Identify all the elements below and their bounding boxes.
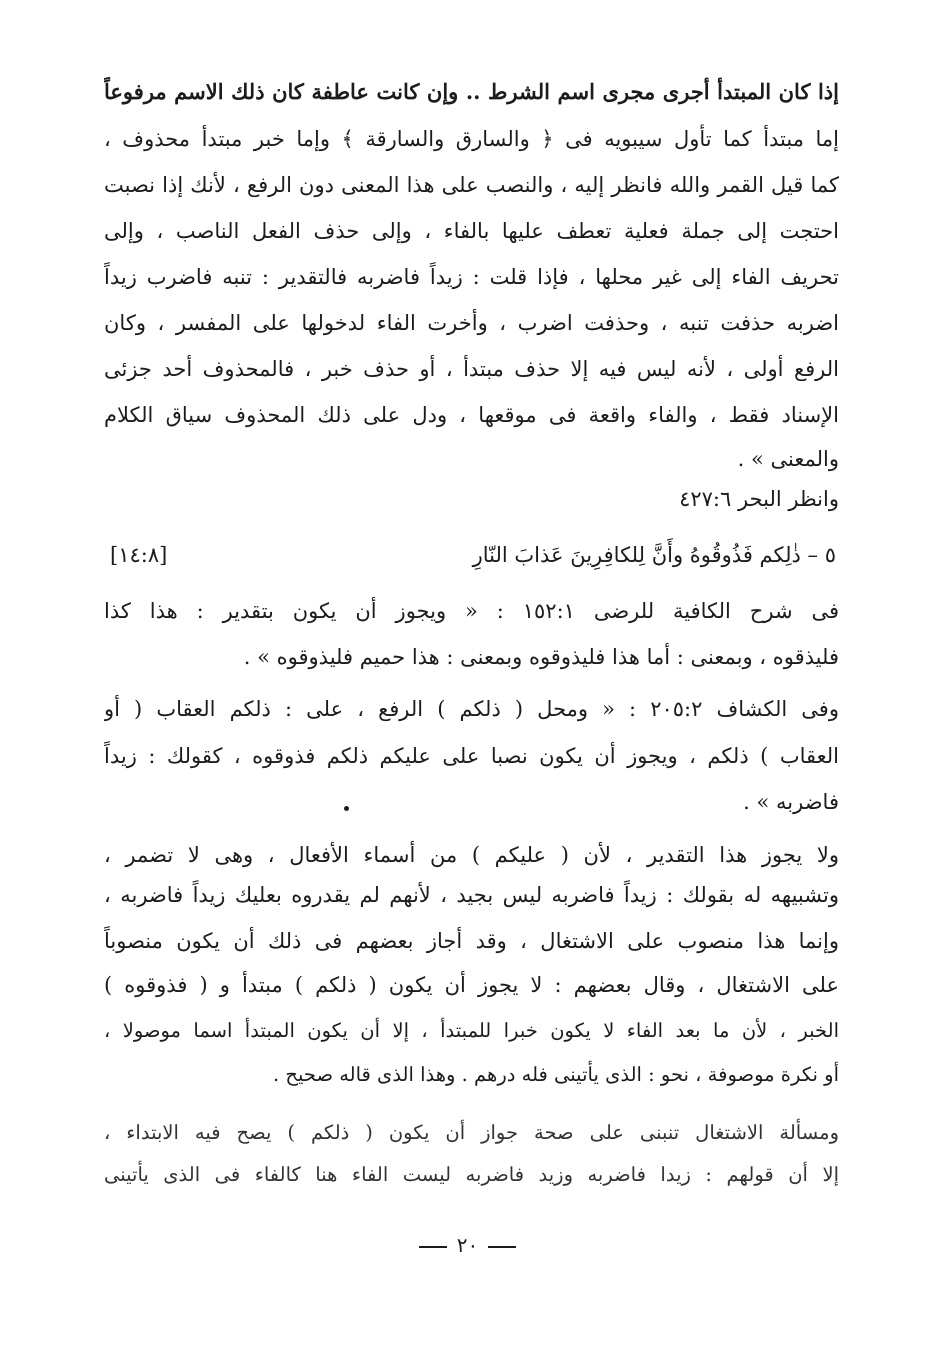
quran-verse	[110, 538, 836, 572]
page-number-text: ٢٠	[456, 1233, 479, 1257]
text-line: وتشبيهه له بقولك : زيداً فاضربه ليس بجيد ، لأنهم لم يقدروه بعليك زيداً فاضربه ،	[104, 883, 839, 907]
text-line: فاضربه » .	[743, 790, 839, 814]
ink-dot	[344, 806, 349, 811]
text-line: الإسناد فقط ، والفاء واقعة فى موقعها ، ودل على ذلك المحذوف سياق الكلام	[104, 403, 839, 427]
text-line: والمعنى » .	[737, 447, 839, 471]
text-line: تحريف الفاء إلى غير محلها ، فإذا قلت : زيداً فاضربه فالتقدير : تنبه فاضرب زيداً	[104, 265, 839, 289]
text-line: أو نكرة موصوفة ، نحو : الذى يأتينى فله درهم . وهذا الذى قاله صحيح .	[272, 1063, 839, 1086]
folio-dash-right	[488, 1246, 516, 1248]
source-reference-line: وانظر البحر ٤٢٧:٦	[679, 487, 839, 511]
page-number	[0, 1232, 935, 1258]
text-line: ومسألة الاشتغال تنبنى على صحة جواز أن يكون ( ذلكم ) يصح فيه الابتداء ،	[104, 1121, 839, 1144]
text-line: وفى الكشاف ٢٠٥:٢ : « ومحل ( ذلكم ) الرفع ، على : ذلكم العقاب ( أو	[104, 697, 839, 721]
text-line: إما مبتدأ كما تأول سيبويه فى ﴿ والسارق والسارقة ﴾ وإما خبر مبتدأ محذوف ،	[104, 127, 839, 151]
text-line: كما قيل القمر والله فانظر إليه ، والنصب على هذا المعنى دون الرفع ، لأنك إذا نصبت	[104, 173, 839, 197]
text-line: فليذقوه ، وبمعنى : أما هذا فليذوقوه وبمعنى : هذا حميم فليذوقوه » .	[243, 645, 839, 669]
text-line: وإنما هذا منصوب على الاشتغال ، وقد أجاز بعضهم فى ذلك أن يكون منصوباً	[104, 929, 839, 953]
text-line: احتجت إلى جملة فعلية تعطف عليها بالفاء ، وإلى حذف الفعل الناصب ، وإلى	[104, 219, 839, 243]
verse-reference: [١٤:٨]	[110, 543, 168, 567]
text-line: ولا يجوز هذا التقدير ، لأن ( عليكم ) من أسماء الأفعال ، وهى لا تضمر ،	[104, 843, 839, 867]
text-line: على الاشتغال ، وقال بعضهم : لا يجوز أن يكون ( ذلكم ) مبتدأ و ( فذوقوه )	[104, 973, 839, 997]
text-line: الخبر ، لأن ما بعد الفاء لا يكون خبرا للمبتدأ ، إلا أن يكون المبتدأ اسما موصولا ،	[104, 1019, 839, 1042]
text-line: إلا أن قولهم : زيدا فاضربه وزيد فاضربه ليست الفاء هنا كالفاء فى الذى يأتينى	[104, 1163, 839, 1186]
text-line: فى شرح الكافية للرضى ١٥٢:١ : « ويجوز أن يكون بتقدير : هذا كذا	[104, 599, 839, 623]
text-line: إذا كان المبتدأ أجرى مجرى اسم الشرط .. وإن كانت عاطفة كان ذلك الاسم مرفوعاً	[104, 79, 839, 104]
folio-dash-left	[419, 1246, 447, 1248]
text-line: العقاب ) ذلكم ، ويجوز أن يكون نصبا على عليكم ذلكم فذوقوه ، كقولك : زيداً	[104, 744, 839, 768]
verse-text: ٥ – ذٰلِكم فَذُوقُوهُ وأَنَّ لِلكافِرِينَ عَذابَ النّارِ	[472, 543, 836, 567]
text-line: الرفع أولى ، لأنه ليس فيه إلا حذف مبتدأ ، أو حذف خبر ، فالمحذوف أحد جزئى	[104, 357, 839, 381]
text-line: اضربه حذفت تنبه ، وحذفت اضرب ، وأخرت الفاء لدخولها على المفسر ، وكان	[104, 311, 839, 335]
